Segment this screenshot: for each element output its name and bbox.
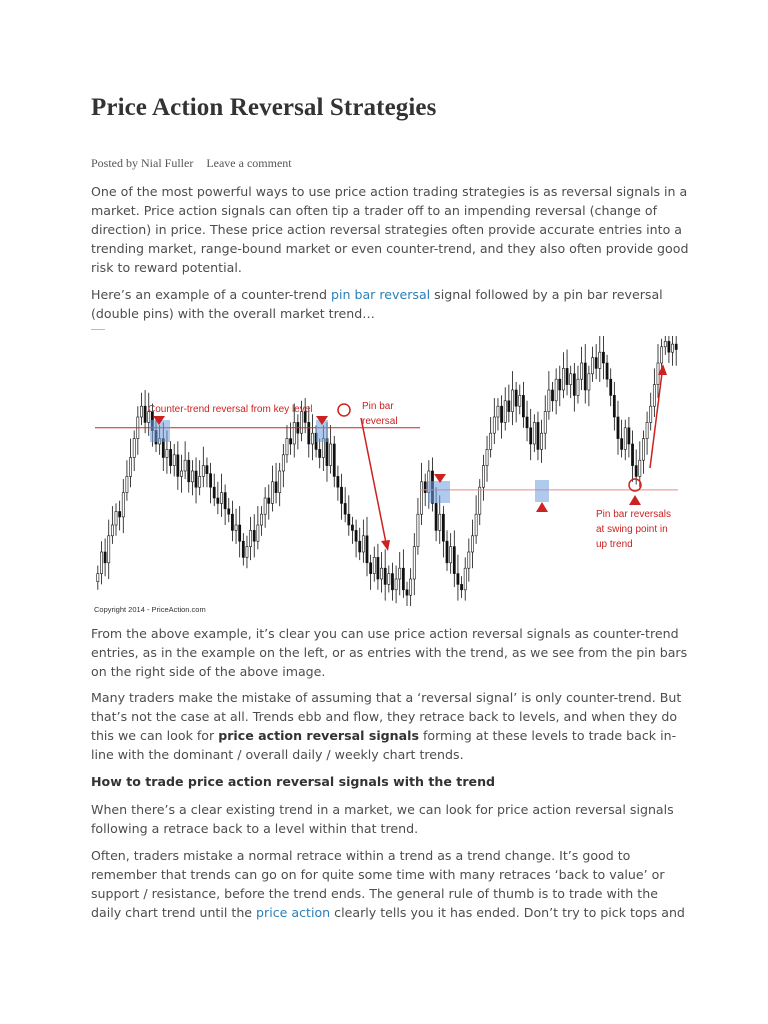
candle-body: [468, 552, 470, 568]
candle-body: [591, 358, 593, 374]
candle-body: [573, 374, 575, 396]
candle-body: [541, 433, 543, 449]
candle-body: [581, 363, 583, 379]
candle-body: [519, 395, 521, 406]
candle-body: [624, 428, 626, 450]
candle-body: [271, 482, 273, 504]
candle-body: [406, 590, 408, 595]
candle-body: [631, 444, 633, 466]
candle-body: [602, 352, 604, 363]
candle-body: [446, 541, 448, 563]
candle-body: [377, 557, 379, 579]
candle-body: [642, 439, 644, 461]
candle-body: [497, 406, 499, 417]
annotation-counter-trend: Counter-trend reversal from key level: [148, 404, 313, 415]
candle-body: [526, 417, 528, 428]
candle-body: [537, 422, 539, 449]
candle-body: [351, 525, 353, 530]
candle-body: [217, 498, 219, 503]
candle-body: [184, 460, 186, 471]
candle-body: [308, 422, 310, 444]
candle-body: [504, 401, 506, 423]
candle-body: [279, 471, 281, 493]
candle-body: [235, 525, 237, 530]
candle-body: [144, 406, 146, 422]
candle-body: [555, 379, 557, 401]
candle-body: [220, 493, 222, 504]
candle-body: [391, 574, 393, 590]
candle-body: [508, 401, 510, 412]
candle-body: [413, 547, 415, 579]
intro-paragraph: One of the most powerful ways to use price action trading strategies is as reversal signals in a market. Price action signals can often tip a trader off to an impending reversal (change of direction) in price. These price action reversal strategies often provide accurate entries into a trending market, range-bound market or even counter-trend, and they also often provide good risk to reward potential.: [91, 184, 689, 275]
mistake-text-before: Many traders make the mistake of assuming that a ‘reversal signal’ is only counter-trend. But that’s not the case at all. Trends ebb and flow, they retrace back to levels, and when they do this we can look for: [91, 690, 682, 743]
candle-body: [362, 536, 364, 552]
candle-body: [257, 525, 259, 541]
candle-body: [621, 439, 623, 450]
candle-body: [340, 487, 342, 503]
retrace-text-before: Often, traders mistake a normal retrace within a trend as a trend change. It’s good to remember that trends can go on for quite some time with many retraces ‘back to value’ or support / resistance, before the trend ends. The general rule of thumb is to trade with the daily chart trend until the: [91, 848, 665, 920]
annotation-reversal: reversal: [362, 416, 398, 427]
candle-body: [195, 471, 197, 487]
explanation-paragraph: From the above example, it’s clear you can use price action reversal signals as counter-trend entries, as in the example on the left, or as entries with the trend, as we see from the pin bars on the right side of the above image.: [91, 626, 688, 679]
candle-body: [417, 514, 419, 546]
mistake-text-after: forming at these levels to trade back in-line with the dominant / overall daily / weekly chart trends.: [91, 728, 677, 762]
candle-body: [664, 341, 666, 346]
candle-body: [544, 412, 546, 434]
section-subheading: How to trade price action reversal signals with the trend: [91, 774, 496, 789]
candle-body: [122, 493, 124, 517]
candle-body: [530, 428, 532, 444]
example-paragraph: [91, 285, 691, 323]
mistake-paragraph: [91, 688, 691, 764]
annotation-pin-bar-reversals: Pin bar reversals: [596, 509, 672, 520]
candle-body: [293, 422, 295, 444]
annotation-up-trend: up trend: [596, 539, 633, 550]
price-chart: [90, 328, 690, 616]
candle-body: [402, 568, 404, 590]
highlight-box: [535, 480, 549, 502]
candle-body: [559, 379, 561, 390]
chart-copyright: Copyright 2014 - PriceAction.com: [94, 605, 206, 614]
candle-body: [319, 449, 321, 457]
candle-body: [206, 466, 208, 474]
candle-body: [202, 466, 204, 477]
candle-body: [551, 390, 553, 401]
candle-body: [533, 422, 535, 444]
candle-body: [326, 439, 328, 466]
candle-body: [119, 512, 121, 517]
pin-bar-circle: [338, 404, 350, 416]
trend-paragraph: When there’s a clear existing trend in a market, we can look for price action reversal signals following a retrace back to a level within that trend.: [91, 802, 674, 836]
candle-body: [548, 390, 550, 412]
pin-bar-circle: [629, 479, 641, 491]
candle-body: [177, 455, 179, 477]
candle-body: [173, 455, 175, 466]
candle-body: [471, 536, 473, 552]
candle-body: [370, 563, 372, 574]
candle-body: [209, 474, 211, 488]
candle-body: [650, 406, 652, 422]
candle-body: [420, 482, 422, 514]
candle-body: [129, 458, 131, 477]
candle-body: [333, 444, 335, 476]
candle-body: [410, 579, 412, 595]
candle-body: [577, 379, 579, 395]
candle-body: [242, 541, 244, 557]
candle-body: [268, 498, 270, 503]
candle-body: [100, 552, 102, 574]
candle-body: [282, 455, 284, 471]
candle-body: [639, 460, 641, 476]
post-meta: [91, 156, 292, 171]
candle-body: [515, 390, 517, 406]
candle-body: [366, 536, 368, 563]
candle-body: [224, 493, 226, 509]
candle-body: [108, 536, 110, 563]
up-arrow-marker: [536, 502, 548, 512]
candle-body: [126, 476, 128, 492]
candle-body: [439, 514, 441, 530]
example-text-before: Here’s an example of a counter-trend: [91, 287, 331, 302]
candle-body: [348, 514, 350, 525]
candle-body: [246, 547, 248, 558]
candle-body: [453, 547, 455, 574]
candle-body: [359, 541, 361, 552]
candle-body: [286, 439, 288, 455]
annotation-swing-point: at swing point in: [596, 524, 668, 535]
example-text-after: signal followed by a pin bar reversal (double pins) with the overall market trend…: [91, 287, 663, 321]
candle-body: [275, 482, 277, 493]
candle-body: [388, 574, 390, 585]
candle-body: [570, 374, 572, 385]
candle-body: [646, 422, 648, 438]
up-arrow-marker: [629, 495, 641, 505]
candle-body: [133, 439, 135, 458]
candle-body: [104, 552, 106, 563]
candle-body: [479, 487, 481, 514]
candle-body: [606, 363, 608, 379]
retrace-paragraph: [91, 846, 691, 922]
author-byline[interactable]: Posted by Nial Fuller: [91, 156, 194, 170]
candle-body: [522, 395, 524, 417]
candle-body: [231, 514, 233, 530]
candle-body: [482, 466, 484, 488]
candle-body: [635, 466, 637, 477]
candle-body: [475, 514, 477, 536]
candle-body: [330, 444, 332, 466]
candle-body: [671, 344, 673, 352]
candle-body: [493, 417, 495, 433]
leave-comment-link[interactable]: Leave a comment: [206, 156, 292, 170]
candle-body: [355, 530, 357, 541]
candle-body: [566, 368, 568, 384]
candle-body: [500, 406, 502, 422]
candle-body: [675, 344, 677, 349]
candle-body: [424, 482, 426, 493]
candle-body: [486, 449, 488, 465]
candle-body: [264, 498, 266, 514]
candle-body: [228, 509, 230, 514]
candle-body: [610, 379, 612, 395]
price-action-link[interactable]: price action: [256, 905, 331, 920]
candle-body: [584, 363, 586, 390]
candle-body: [617, 417, 619, 439]
candle-body: [668, 341, 670, 352]
candle-body: [661, 347, 663, 363]
candle-body: [250, 530, 252, 546]
page-title: Price Action Reversal Strategies: [91, 94, 437, 121]
candle-body: [464, 568, 466, 590]
downtrend-arrow: [361, 418, 386, 543]
pin-bar-reversal-link[interactable]: pin bar reversal: [330, 287, 431, 302]
candle-body: [260, 514, 262, 525]
candle-body: [490, 433, 492, 449]
candle-body: [290, 439, 292, 444]
retrace-text-after: clearly tells you it has ended. Don’t try to pick tops and: [330, 905, 685, 920]
candle-body: [442, 514, 444, 541]
highlight-box: [428, 481, 450, 503]
candle-body: [180, 471, 182, 476]
candle-body: [191, 471, 193, 482]
candle-body: [169, 449, 171, 465]
candle-body: [311, 433, 313, 444]
candle-body: [628, 428, 630, 444]
chart-svg: [90, 328, 690, 616]
candle-body: [435, 503, 437, 530]
candle-body: [588, 374, 590, 390]
candle-body: [111, 525, 113, 536]
candle-body: [384, 568, 386, 584]
candle-body: [399, 568, 401, 579]
candle-body: [344, 503, 346, 514]
reversal-signals-bold: price action reversal signals: [218, 728, 419, 743]
candle-body: [337, 476, 339, 487]
candle-body: [562, 368, 564, 390]
candle-body: [253, 530, 255, 541]
candle-body: [653, 385, 655, 407]
candle-body: [595, 358, 597, 369]
candles: [97, 336, 678, 606]
candle-body: [97, 574, 99, 582]
candle-body: [380, 568, 382, 579]
candle-body: [213, 487, 215, 498]
candle-body: [140, 406, 142, 417]
candle-body: [373, 557, 375, 573]
candle-body: [460, 584, 462, 589]
candle-body: [613, 395, 615, 417]
candle-body: [188, 460, 190, 482]
candle-body: [115, 512, 117, 526]
candle-body: [239, 525, 241, 541]
candle-body: [199, 476, 201, 487]
candle-body: [166, 449, 168, 457]
candle-body: [450, 547, 452, 563]
candle-body: [599, 352, 601, 368]
candle-body: [457, 574, 459, 585]
candle-body: [511, 390, 513, 412]
candle-body: [395, 579, 397, 590]
annotation-pin-bar: Pin bar: [362, 401, 394, 412]
